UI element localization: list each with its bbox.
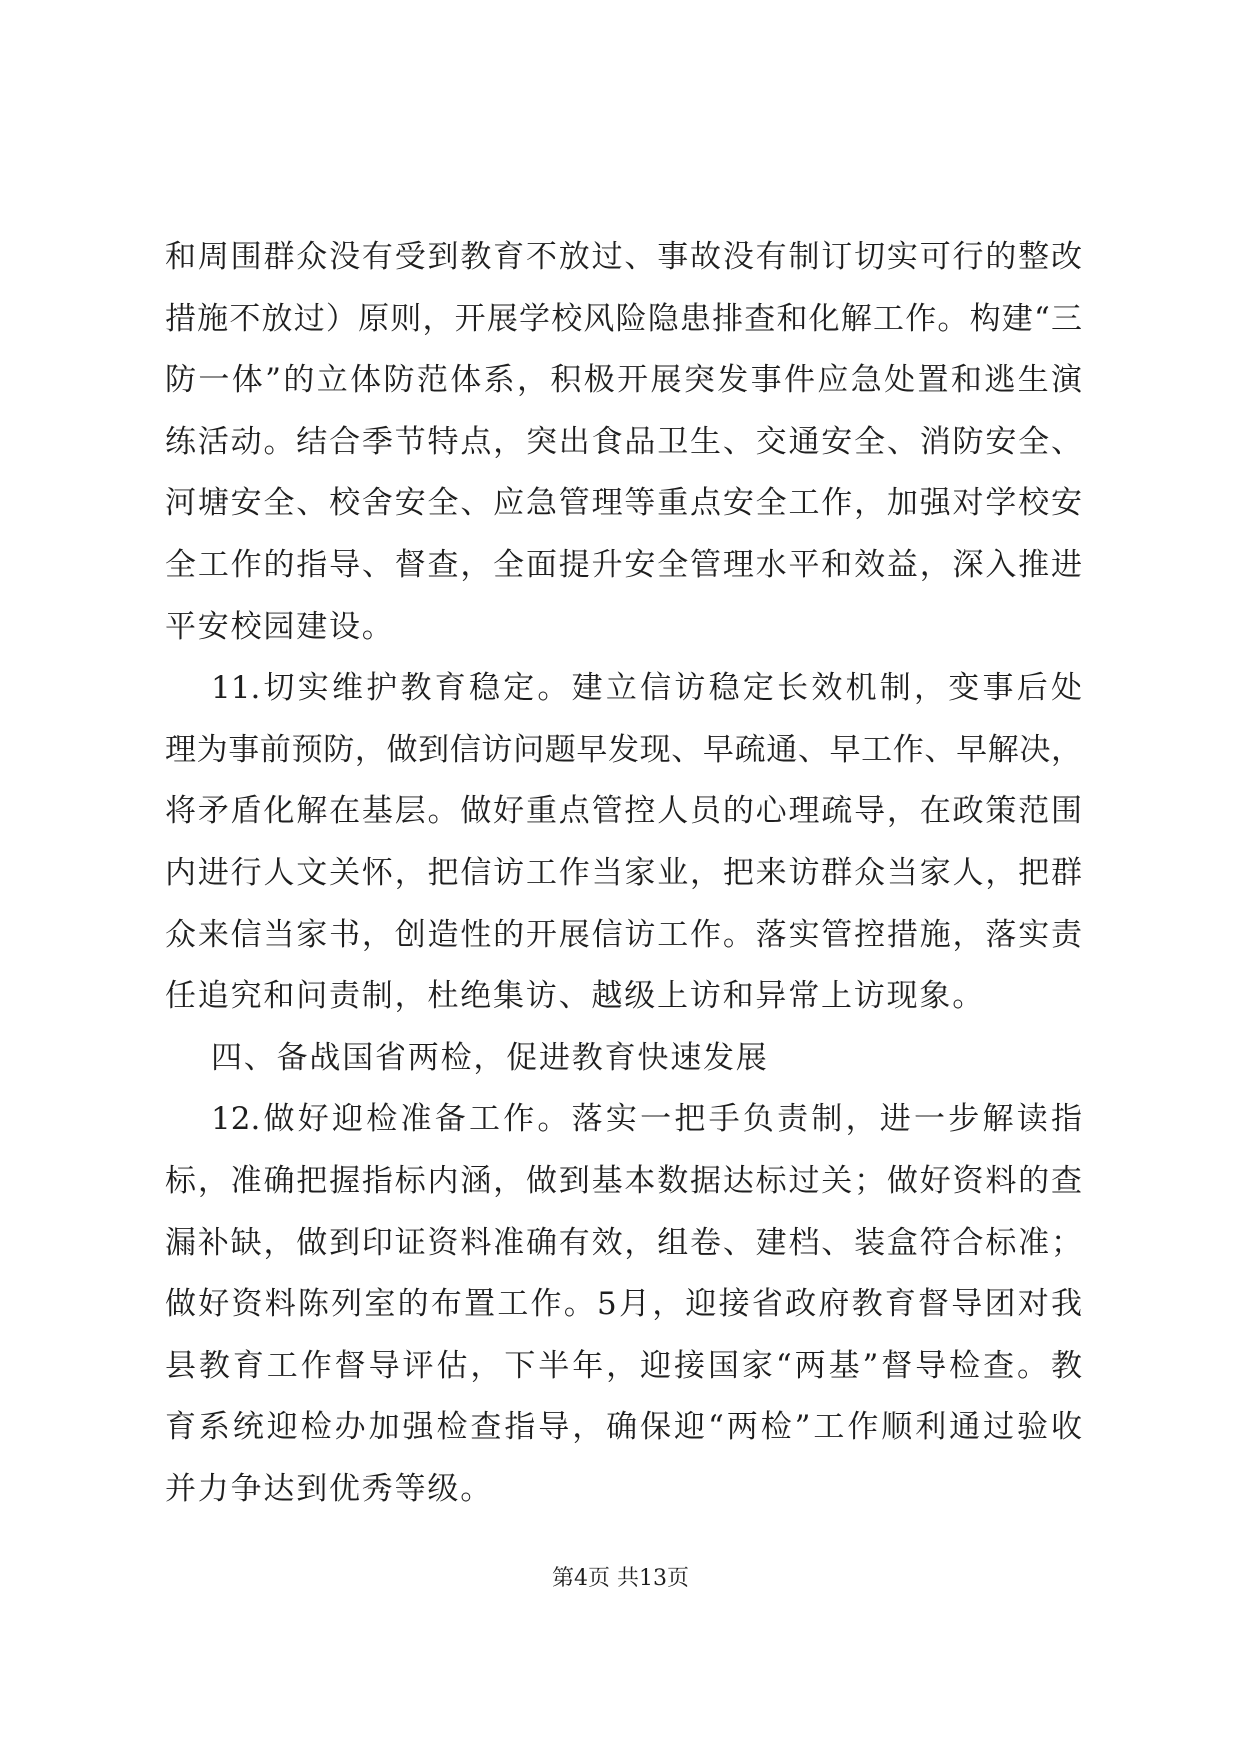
text-line: 众来信当家书，创造性的开展信访工作。落实管控措施，落实责 [165, 916, 1082, 953]
text-line: 育系统迎检办加强检查指导，确保迎“两检”工作顺利通过验收 [165, 1409, 1082, 1446]
text-line: 练活动。结合季节特点，突出食品卫生、交通安全、消防安全、 [165, 423, 1082, 460]
text-line: 11.切实维护教育稳定。建立信访稳定长效机制，变事后处 [211, 670, 1082, 707]
text-line: 将矛盾化解在基层。做好重点管控人员的心理疏导，在政策范围 [165, 793, 1082, 830]
text-line: 做好资料陈列室的布置工作。5月，迎接省政府教育督导团对我 [165, 1286, 1082, 1323]
text-line: 理为事前预防，做到信访问题早发现、早疏通、早工作、早解决， [165, 731, 1082, 768]
text-line: 任追究和问责制，杜绝集访、越级上访和异常上访现象。 [165, 978, 985, 1015]
section-heading [165, 1028, 1082, 1090]
document-body [165, 227, 1082, 1520]
text-line: 漏补缺，做到印证资料准确有效，组卷、建档、装盒符合标准； [165, 1224, 1082, 1261]
text-line: 12.做好迎检准备工作。落实一把手负责制，进一步解读指 [211, 1101, 1082, 1138]
text-line: 全工作的指导、督查，全面提升安全管理水平和效益，深入推进 [165, 546, 1082, 583]
text-line: 措施不放过）原则，开展学校风险隐患排查和化解工作。构建“三 [165, 300, 1082, 337]
text-line: 和周围群众没有受到教育不放过、事故没有制订切实可行的整改 [165, 239, 1082, 275]
section-heading-text: 四、备战国省两检，促进教育快速发展 [211, 1039, 769, 1076]
text-line: 平安校园建设。 [165, 608, 395, 645]
paragraph [165, 227, 1082, 658]
page-footer: 第4页 共13页 [552, 1566, 689, 1591]
text-line: 并力争达到优秀等级。 [165, 1470, 493, 1507]
text-line: 县教育工作督导评估，下半年，迎接国家“两基”督导检查。教 [165, 1347, 1082, 1384]
text-line: 河塘安全、校舍安全、应急管理等重点安全工作，加强对学校安 [165, 485, 1082, 522]
text-line: 标，准确把握指标内涵，做到基本数据达标过关；做好资料的查 [165, 1162, 1082, 1199]
paragraph [165, 1089, 1082, 1520]
paragraph [165, 658, 1082, 1028]
text-line: 内进行人文关怀，把信访工作当家业，把来访群众当家人，把群 [165, 854, 1082, 891]
text-line: 防一体”的立体防范体系，积极开展突发事件应急处置和逃生演 [165, 362, 1082, 399]
